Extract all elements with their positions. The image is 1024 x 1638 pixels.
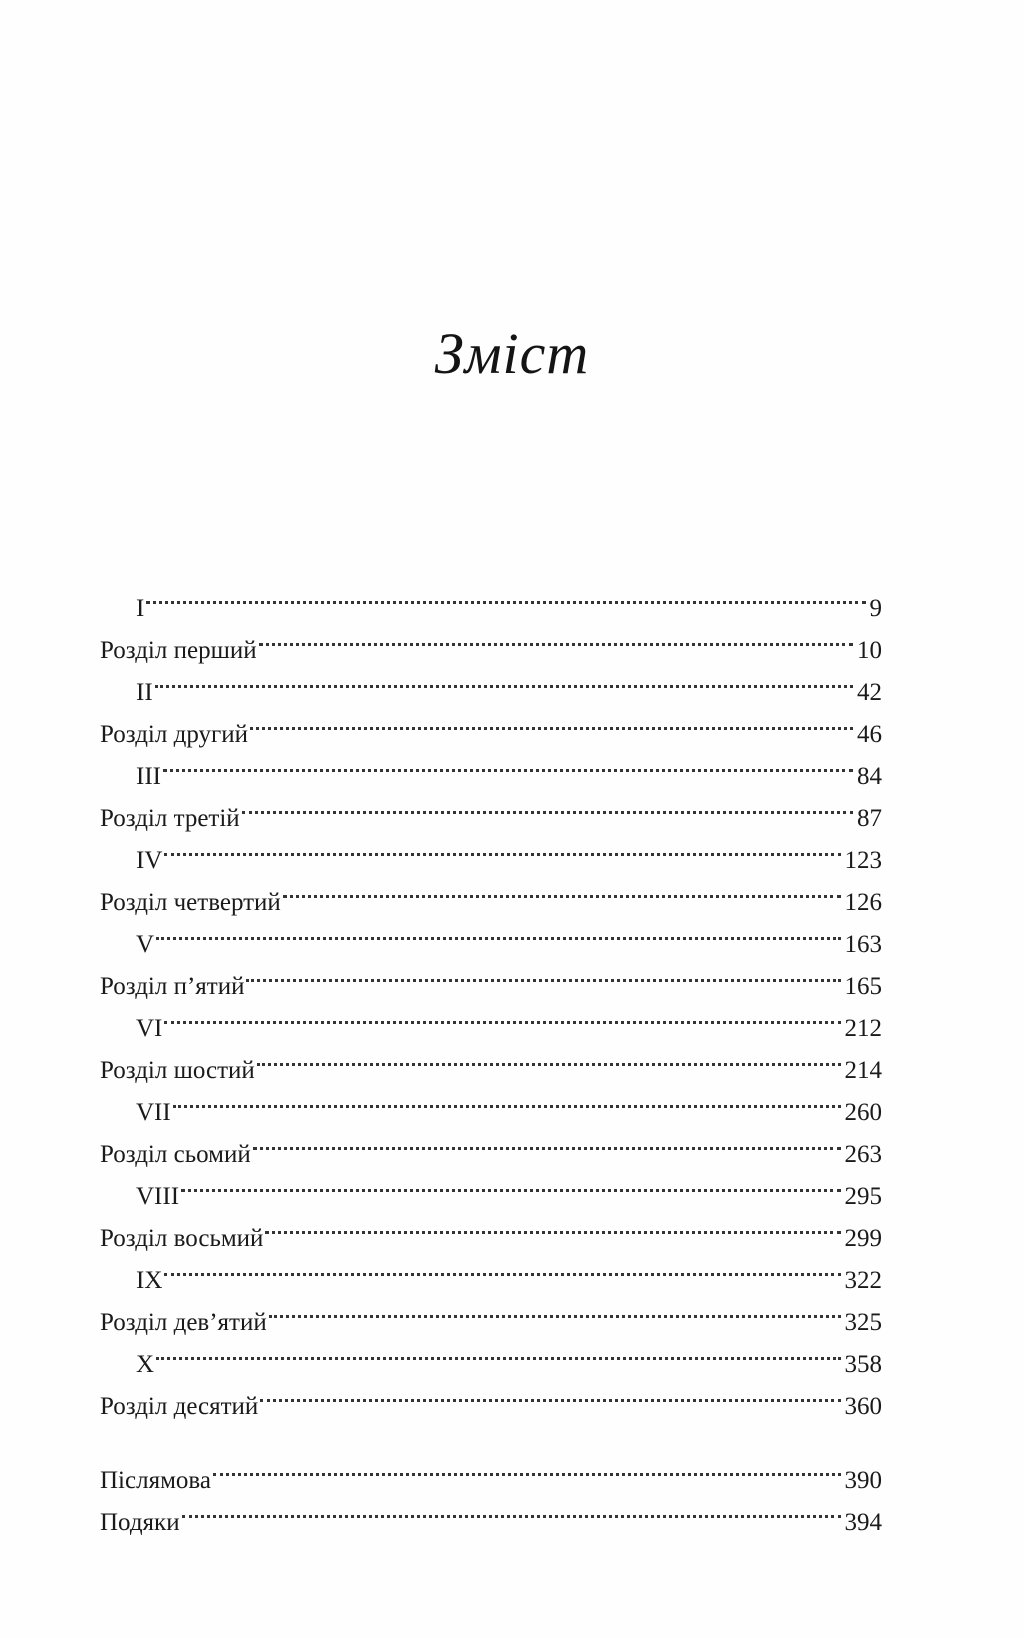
dot-leader: [259, 616, 853, 658]
toc-entry: [100, 1162, 882, 1210]
toc-entry: [100, 910, 882, 958]
dot-leader: [242, 784, 853, 826]
toc-entry-label: Розділ перший: [100, 637, 257, 664]
toc-entry: [100, 1246, 882, 1294]
toc-entry-page-number: 358: [844, 1351, 882, 1378]
toc-entry: [100, 658, 882, 706]
dot-leader: [155, 658, 853, 700]
dot-leader: [250, 700, 853, 742]
toc-entry-label: Розділ третій: [100, 805, 240, 832]
dot-leader: [265, 1204, 840, 1246]
toc-entry-label: I: [136, 595, 145, 622]
toc-entry-label: Розділ другий: [100, 721, 248, 748]
toc-entry: [100, 784, 882, 832]
toc-entry-label: Розділ дев’ятий: [100, 1309, 267, 1336]
dot-leader: [213, 1446, 841, 1488]
dot-leader: [164, 826, 840, 868]
page-title: Зміст: [434, 321, 590, 386]
toc-entry-page-number: 260: [844, 1099, 882, 1126]
toc-entry-page-number: 42: [857, 679, 882, 706]
table-of-contents: [100, 574, 882, 1536]
toc-entry-page-number: 10: [857, 637, 882, 664]
toc-entry-label: X: [136, 1351, 155, 1378]
dot-leader: [163, 742, 853, 784]
toc-entry: [100, 616, 882, 664]
toc-entry-label: IV: [136, 847, 163, 874]
toc-entry-label: VII: [136, 1099, 171, 1126]
toc-entry: [100, 1204, 882, 1252]
toc-entry-page-number: 214: [844, 1057, 882, 1084]
toc-entry-page-number: 46: [857, 721, 882, 748]
toc-entry-label: Розділ десятий: [100, 1393, 259, 1420]
toc-entry: [100, 1488, 882, 1536]
toc-entry-label: Розділ п’ятий: [100, 973, 245, 1000]
toc-entry-label: VI: [136, 1015, 163, 1042]
toc-entry-page-number: 212: [844, 1015, 882, 1042]
dot-leader: [164, 1246, 840, 1288]
toc-entry: [100, 1078, 882, 1126]
toc-entry-page-number: 299: [844, 1225, 882, 1252]
toc-entry: [100, 1120, 882, 1168]
toc-entry: [100, 952, 882, 1000]
toc-entry-label: Розділ восьмий: [100, 1225, 264, 1252]
toc-entry: [100, 868, 882, 916]
toc-entry: [100, 700, 882, 748]
toc-entry-label: II: [136, 679, 153, 706]
toc-entry-label: Подяки: [100, 1509, 180, 1536]
dot-leader: [173, 1078, 841, 1120]
dot-leader: [156, 1330, 840, 1372]
toc-entry: [100, 826, 882, 874]
toc-entry-page-number: 394: [844, 1509, 882, 1536]
toc-entry-label: V: [136, 931, 155, 958]
toc-entry: [100, 742, 882, 790]
dot-leader: [253, 1120, 841, 1162]
toc-main-list: [100, 574, 882, 1420]
toc-entry: [100, 1330, 882, 1378]
toc-entry: [100, 1446, 882, 1494]
toc-entry-label: III: [136, 763, 161, 790]
toc-entry-page-number: 9: [869, 595, 882, 622]
toc-entry-page-number: 123: [844, 847, 882, 874]
toc-entry-page-number: 84: [857, 763, 882, 790]
toc-entry-label: Розділ сьомий: [100, 1141, 251, 1168]
toc-entry-label: IX: [136, 1267, 163, 1294]
toc-entry-page-number: 322: [844, 1267, 882, 1294]
toc-entry-page-number: 126: [844, 889, 882, 916]
toc-entry-label: Післямова: [100, 1467, 211, 1494]
toc-entry-page-number: 163: [844, 931, 882, 958]
toc-entry: [100, 1288, 882, 1336]
dot-leader: [269, 1288, 841, 1330]
dot-leader: [181, 1162, 840, 1204]
dot-leader: [257, 1036, 841, 1078]
dot-leader: [146, 574, 865, 616]
dot-leader: [283, 868, 841, 910]
dot-leader: [164, 994, 840, 1036]
toc-entry: [100, 574, 882, 622]
dot-leader: [182, 1488, 841, 1530]
toc-entry-page-number: 325: [844, 1309, 882, 1336]
toc-entry-page-number: 87: [857, 805, 882, 832]
toc-back-matter-list: [100, 1446, 882, 1536]
toc-entry-label: VIII: [136, 1183, 180, 1210]
toc-entry-page-number: 263: [844, 1141, 882, 1168]
toc-entry-page-number: 165: [844, 973, 882, 1000]
toc-entry-label: Розділ четвертий: [100, 889, 281, 916]
dot-leader: [246, 952, 840, 994]
toc-entry-label: Розділ шостий: [100, 1057, 255, 1084]
dot-leader: [156, 910, 840, 952]
toc-entry: [100, 1372, 882, 1420]
toc-entry-page-number: 390: [844, 1467, 882, 1494]
toc-entry: [100, 1036, 882, 1084]
toc-entry: [100, 994, 882, 1042]
toc-entry-page-number: 295: [844, 1183, 882, 1210]
dot-leader: [260, 1372, 840, 1414]
toc-entry-page-number: 360: [844, 1393, 882, 1420]
